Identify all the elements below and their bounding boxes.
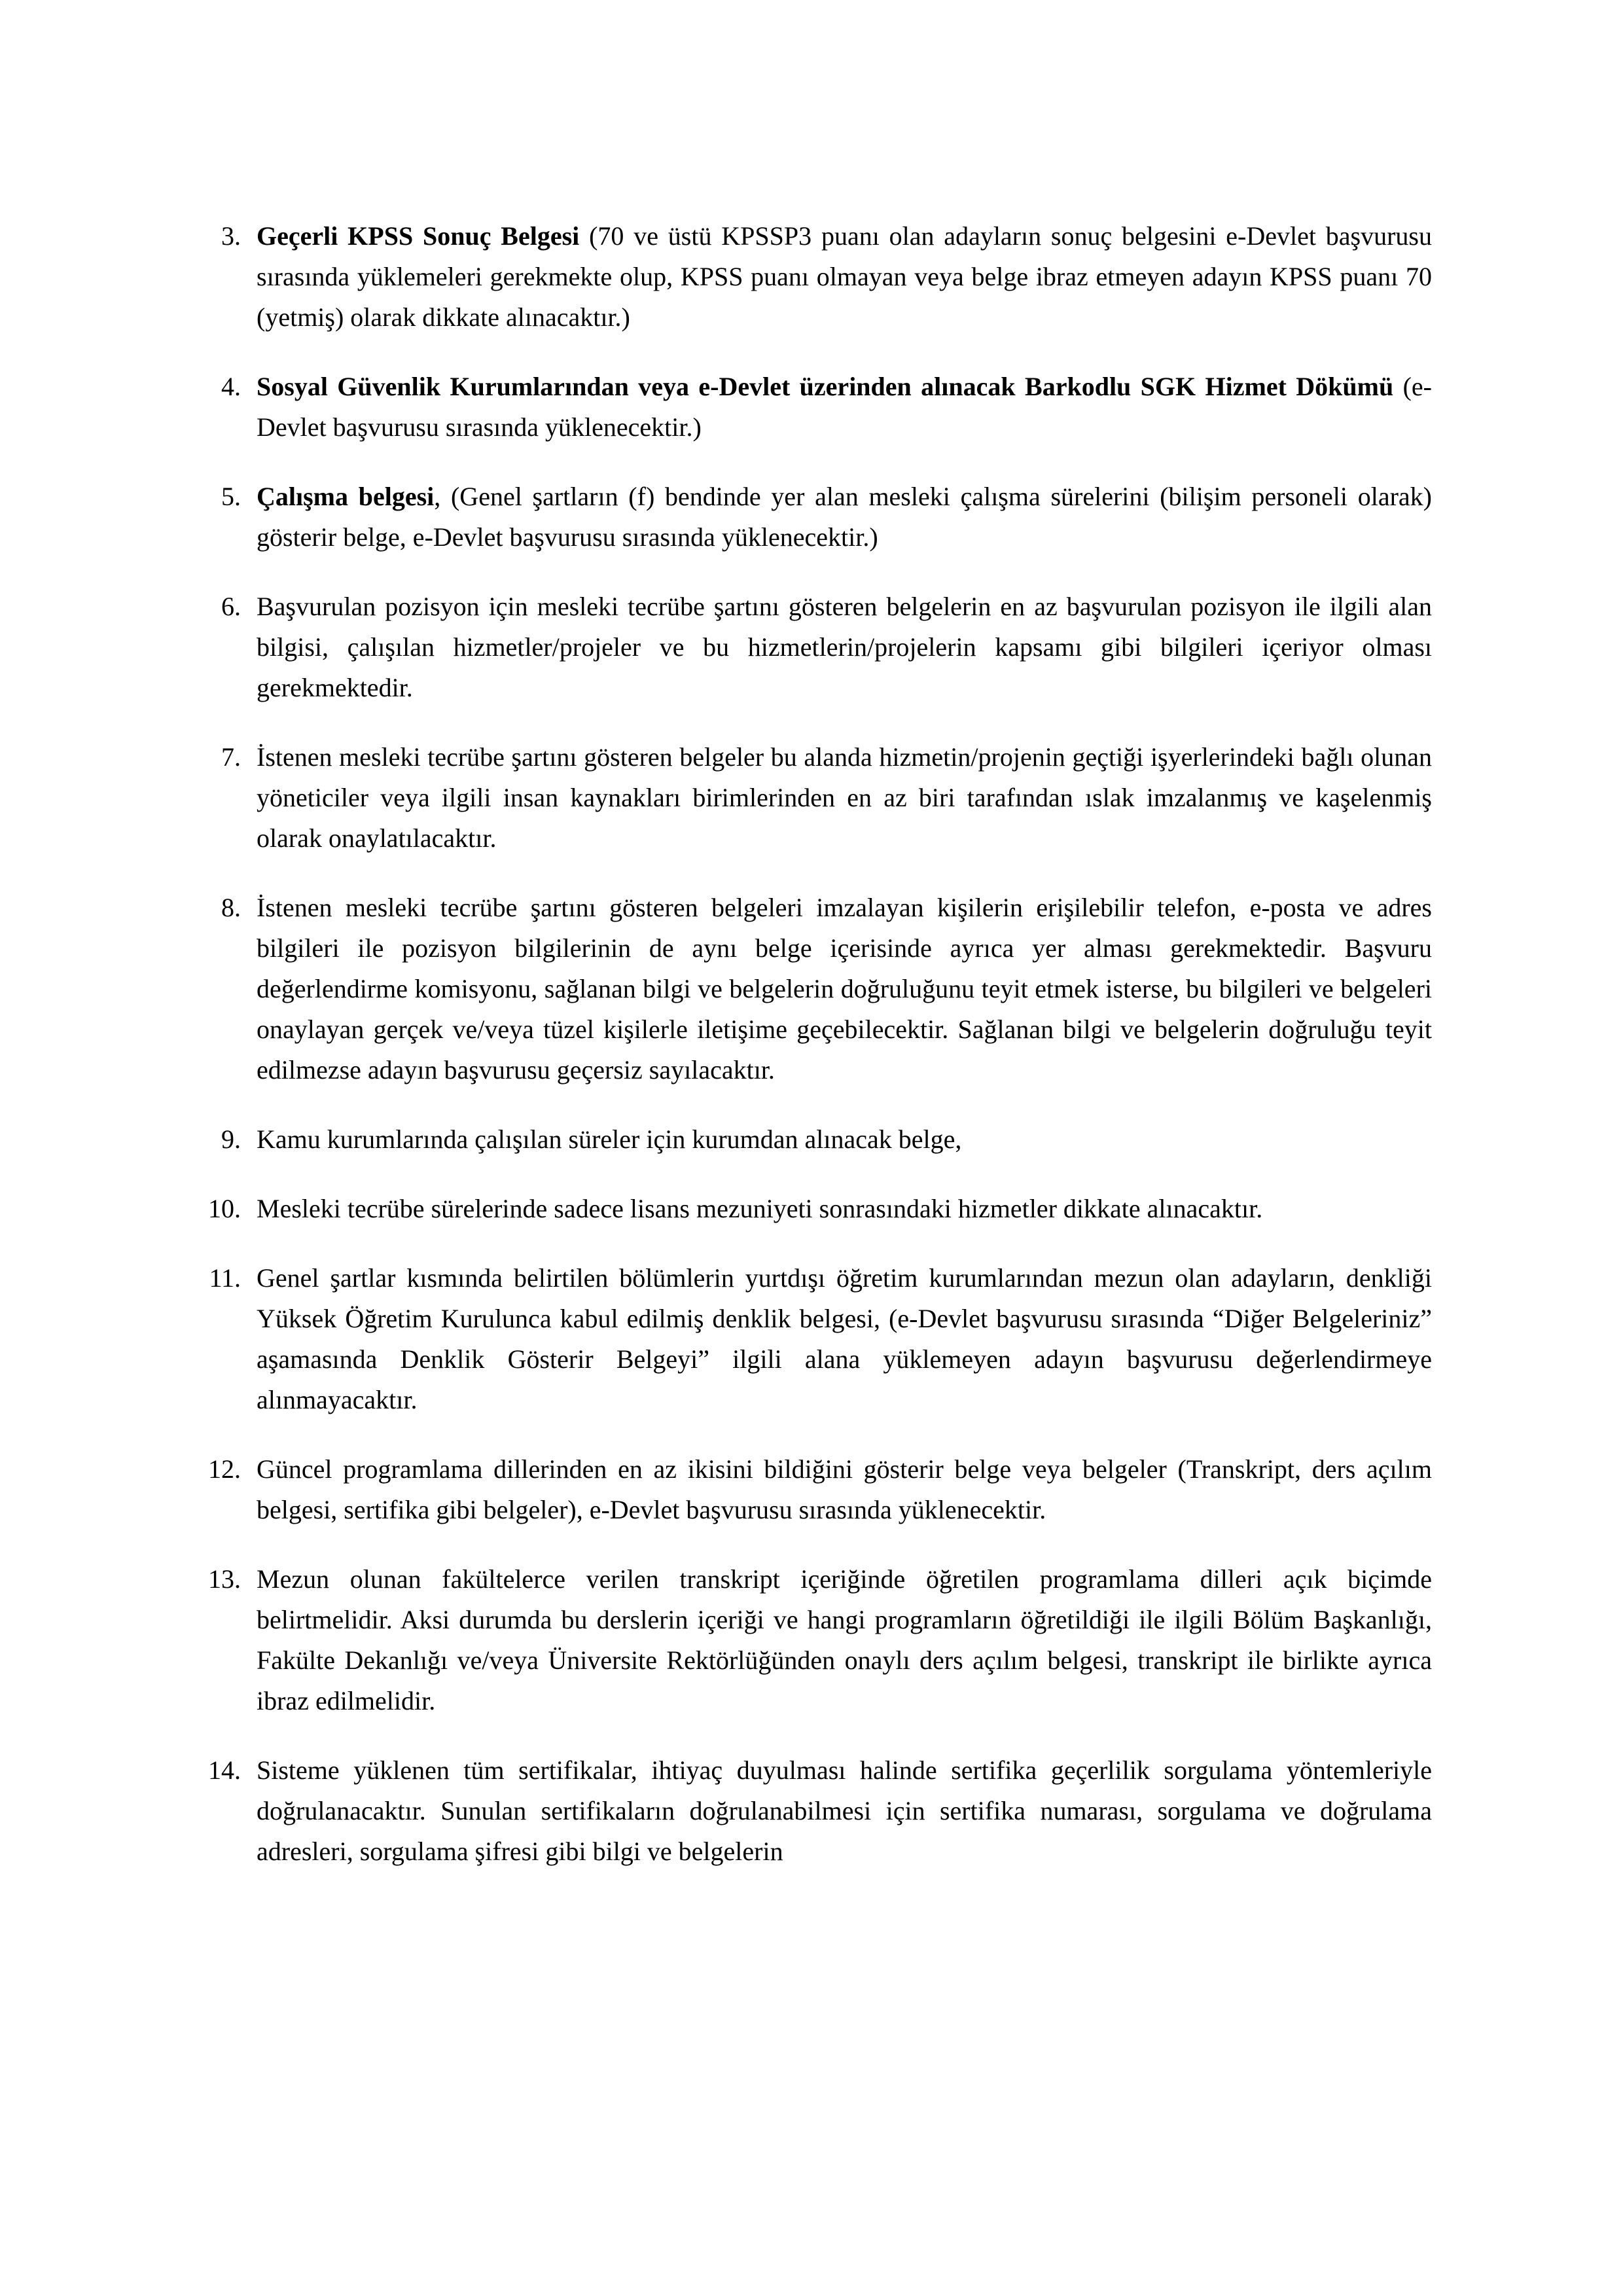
list-item-number: 3.	[221, 221, 241, 251]
list-item-text	[241, 737, 1432, 859]
list-item-number: 8.	[221, 893, 241, 922]
list-item-text	[241, 888, 1432, 1090]
list-item-text	[241, 1258, 1432, 1420]
list-item-number: 6.	[221, 592, 241, 621]
list-item	[188, 1449, 1432, 1530]
list-item-text	[241, 586, 1432, 708]
list-item-number: 9.	[221, 1124, 241, 1154]
list-item	[188, 1258, 1432, 1420]
list-item	[188, 367, 1432, 448]
list-item	[188, 737, 1432, 859]
list-item-body: Genel şartlar kısmında belirtilen bölümlerin yurtdışı öğretim kurumlarından mezun olan adayların, denkliği Yüksek Öğretim Kurulunca kabul edilmiş denklik belgesi, (e-Devlet başvurusu sırasında “Diğer Belgeleriniz” aşamasında Denklik Gösterir Belgeyi” ilgili alana yüklemeyen adayın başvurusu değerlendirmeye alınmayacaktır.	[257, 1263, 1432, 1414]
list-item-body: Güncel programlama dillerinden en az ikisini bildiğini gösterir belge veya belgeler (Transkript, ders açılım belgesi, sertifika gibi belgeler), e-Devlet başvurusu sırasında yüklenecektir.	[257, 1454, 1432, 1524]
list-item-number: 10.	[208, 1194, 241, 1223]
numbered-requirements-list	[188, 216, 1432, 1872]
list-item-body: (70 ve üstü KPSSP3 puanı olan adayların sonuç belgesini e-Devlet başvurusu sırasında yüklemeleri gerekmekte olup, KPSS puanı olmayan veya belge ibraz etmeyen adayın KPSS puanı 70 (yetmiş) olarak dikkate alınacaktır.)	[257, 221, 1432, 332]
list-item-body: İstenen mesleki tecrübe şartını gösteren belgeler bu alanda hizmetin/projenin geçtiği işyerlerindeki bağlı olunan yöneticiler veya ilgili insan kaynakları birimlerinden en az biri tarafından ıslak imzalanmış ve kaşelenmiş olarak onaylatılacaktır.	[257, 742, 1432, 853]
list-item	[188, 1189, 1432, 1229]
list-item-lead: Sosyal Güvenlik Kurumlarından veya e-Devlet üzerinden alınacak Barkodlu SGK Hizmet Dökümü	[257, 372, 1394, 401]
list-item-text	[241, 1189, 1432, 1229]
list-item-number: 7.	[221, 742, 241, 772]
list-item-body: , (Genel şartların (f) bendinde yer alan mesleki çalışma sürelerini (bilişim personeli olarak) gösterir belge, e-Devlet başvurusu sırasında yüklenecektir.)	[257, 482, 1432, 552]
list-item	[188, 586, 1432, 708]
list-item	[188, 476, 1432, 558]
list-item-body: (e-Devlet başvurusu sırasında yüklenecektir.)	[257, 372, 1432, 442]
list-item-number: 13.	[208, 1564, 241, 1594]
list-item-text	[241, 216, 1432, 338]
list-item-text	[241, 1119, 1432, 1160]
list-item-text	[241, 476, 1432, 558]
list-item-text	[241, 1559, 1432, 1721]
list-item-number: 12.	[208, 1454, 241, 1484]
list-item-number: 4.	[221, 372, 241, 401]
list-item-number: 5.	[221, 482, 241, 511]
list-item-number: 11.	[209, 1263, 241, 1293]
list-item-body: Başvurulan pozisyon için mesleki tecrübe şartını gösteren belgelerin en az başvurulan pozisyon ile ilgili alan bilgisi, çalışılan hizmetler/projeler ve bu hizmetlerin/projelerin kapsamı gibi bilgileri içeriyor olması gerekmektedir.	[257, 592, 1432, 702]
list-item-text	[241, 1449, 1432, 1530]
list-item-body: Sisteme yüklenen tüm sertifikalar, ihtiyaç duyulması halinde sertifika geçerlilik sorgulama yöntemleriyle doğrulanacaktır. Sunulan sertifikaların doğrulanabilmesi için sertifika numarası, sorgulama ve doğrulama adresleri, sorgulama şifresi gibi bilgi ve belgelerin	[257, 1755, 1432, 1866]
list-item-lead: Çalışma belgesi	[257, 482, 435, 511]
list-item-body: İstenen mesleki tecrübe şartını gösteren belgeleri imzalayan kişilerin erişilebilir telefon, e-posta ve adres bilgileri ile pozisyon bilgilerinin de aynı belge içerisinde ayrıca yer alması gerekmektedir. Başvuru değerlendirme komisyonu, sağlanan bilgi ve belgelerin doğruluğunu teyit etmek isterse, bu bilgileri ve belgeleri onaylayan gerçek ve/veya tüzel kişilerle iletişime geçebilecektir. Sağlanan bilgi ve belgelerin doğruluğu teyit edilmezse adayın başvurusu geçersiz sayılacaktır.	[257, 893, 1432, 1085]
list-item	[188, 1559, 1432, 1721]
list-item	[188, 216, 1432, 338]
list-item-text	[241, 1750, 1432, 1872]
list-item-body: Mezun olunan fakültelerce verilen transkript içeriğinde öğretilen programlama dilleri açık biçimde belirtmelidir. Aksi durumda bu derslerin içeriği ve hangi programların öğretildiği ile ilgili Bölüm Başkanlığı, Fakülte Dekanlığı ve/veya Üniversite Rektörlüğünden onaylı ders açılım belgesi, transkript ile birlikte ayrıca ibraz edilmelidir.	[257, 1564, 1432, 1715]
list-item	[188, 1119, 1432, 1160]
list-item-body: Mesleki tecrübe sürelerinde sadece lisans mezuniyeti sonrasındaki hizmetler dikkate alınacaktır.	[257, 1194, 1263, 1223]
list-item	[188, 1750, 1432, 1872]
list-item-lead: Geçerli KPSS Sonuç Belgesi	[257, 221, 580, 251]
list-item-body: Kamu kurumlarında çalışılan süreler için kurumdan alınacak belge,	[257, 1124, 962, 1154]
list-item-number: 14.	[208, 1755, 241, 1785]
list-item-text	[241, 367, 1432, 448]
list-item	[188, 888, 1432, 1090]
